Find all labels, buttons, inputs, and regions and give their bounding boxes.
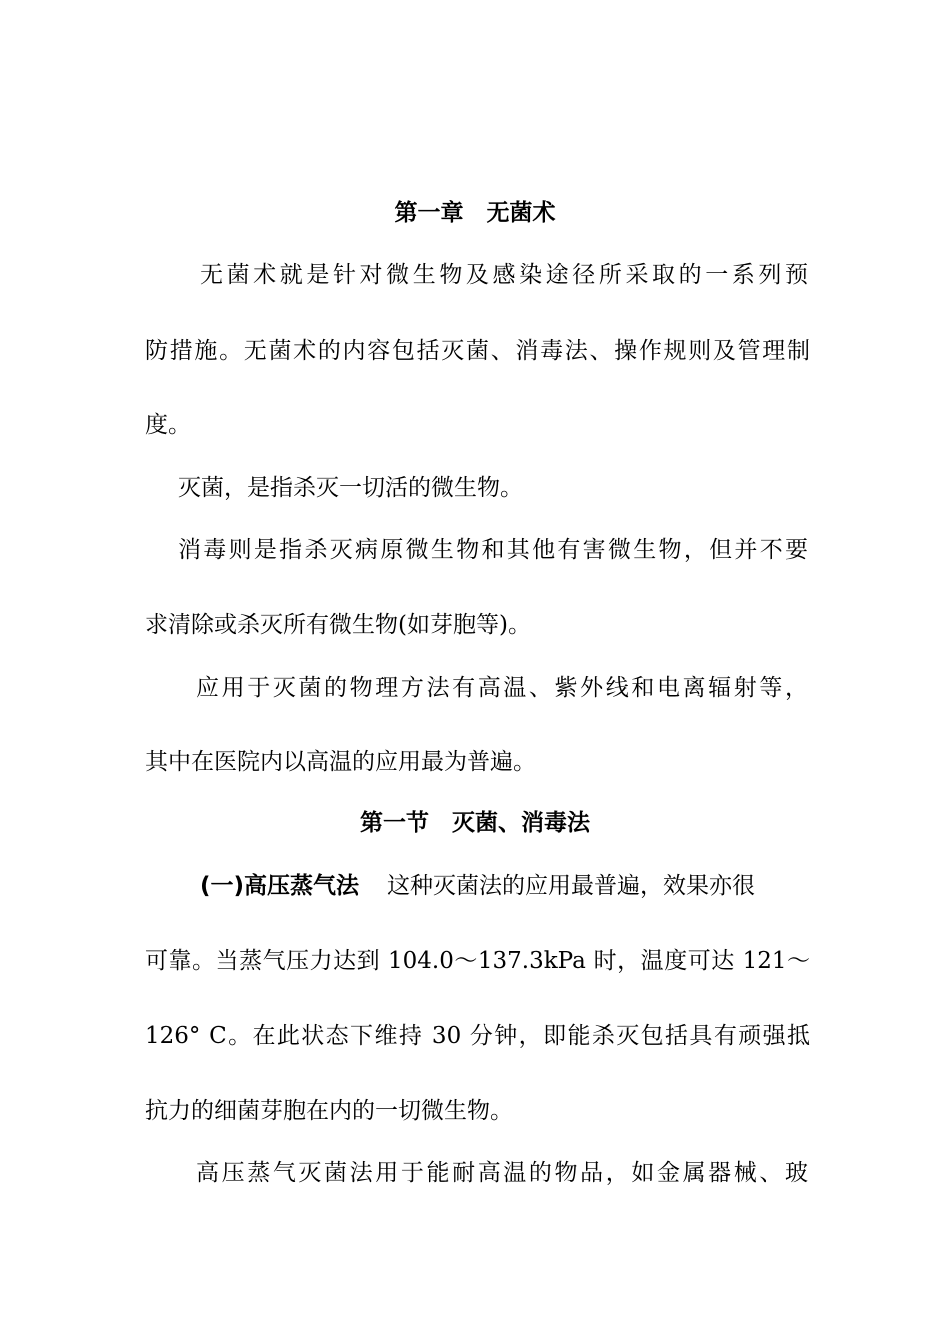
autoclave-use-line-1: 高压蒸气灭菌法用于能耐高温的物品，如金属器械、玻	[196, 1160, 808, 1186]
intro-line-2: 防措施。无菌术的内容包括灭菌、消毒法、操作规则及管理制	[145, 338, 810, 364]
physical-methods-line-1: 应用于灭菌的物理方法有高温、紫外线和电离辐射等，	[196, 675, 808, 701]
intro-line-1: 无菌术就是针对微生物及感染途径所采取的一系列预	[200, 262, 808, 288]
disinfection-line-1: 消毒则是指杀灭病原微生物和其他有害微生物，但并不要	[178, 537, 808, 563]
autoclave-line-1-text: 这种灭菌法的应用最普遍，效果亦很	[387, 873, 756, 899]
physical-methods-line-2: 其中在医院内以高温的应用最为普遍。	[145, 749, 536, 775]
autoclave-line-2: 可靠。当蒸气压力达到 104.0～137.3kPa 时，温度可达 121～	[145, 948, 810, 974]
section-title: 第一节 灭菌、消毒法	[360, 810, 590, 836]
sterilization-definition: 灭菌，是指杀灭一切活的微生物。	[178, 475, 523, 501]
autoclave-line-3: 126° C。在此状态下维持 30 分钟，即能杀灭包括具有顽强抵	[145, 1023, 810, 1049]
autoclave-line-4: 抗力的细菌芽胞在内的一切微生物。	[145, 1098, 513, 1124]
chapter-title: 第一章 无菌术	[394, 200, 556, 226]
intro-line-3: 度。	[145, 412, 191, 438]
autoclave-label: (一)高压蒸气法	[200, 873, 360, 899]
autoclave-line-1	[200, 871, 808, 901]
disinfection-line-2: 求清除或杀灭所有微生物(如芽胞等)。	[145, 612, 531, 638]
